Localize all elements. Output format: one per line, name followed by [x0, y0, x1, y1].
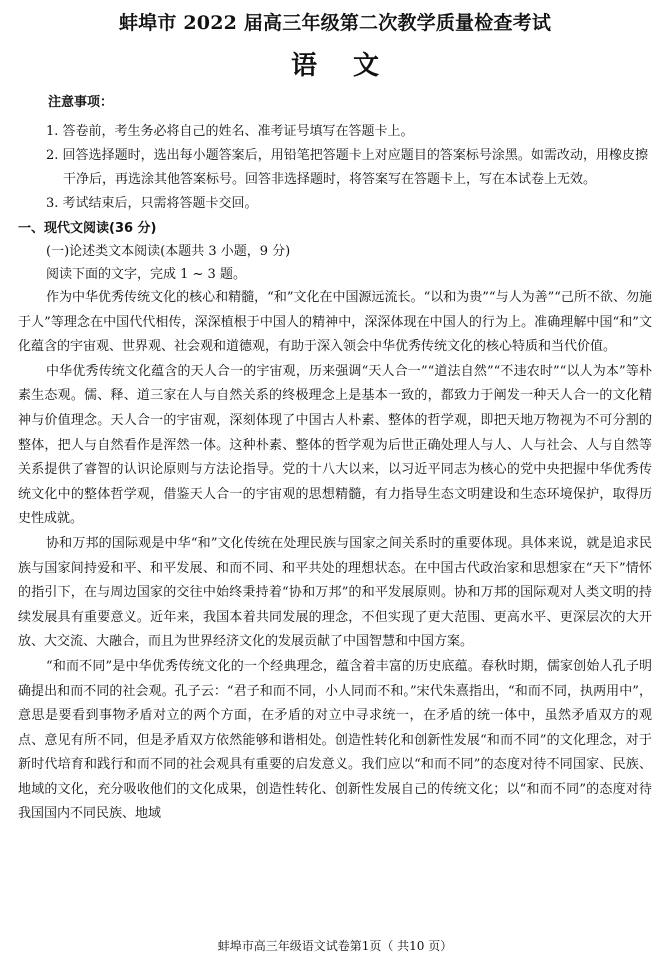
reading-instruction: 阅读下面的文字，完成 1 ~ 3 题。 — [46, 267, 246, 282]
note-item: 3. 考试结束后，只需将答题卡交回。 — [46, 196, 258, 211]
section-heading: 一、现代文阅读(36 分) — [18, 221, 157, 236]
note-item: 2. 回答选择题时，选出每小题答案后，用铅笔把答题卡上对应题目的答案标号涂黑。如需改动，用橡皮擦干净后，再选涂其他答案标号。回答非选择题时，将答案写在答题卡上，写在本试卷上无效。 — [46, 148, 648, 187]
exam-title: 蚌埠市 2022 届高三年级第二次教学质量检查考试 — [118, 12, 552, 34]
subject-title: 语文 — [290, 51, 415, 81]
article-paragraph: 协和万邦的国际观是中华“和”文化传统在处理民族与国家之间关系时的重要体现。具体来说，就是追求民族与国家间持爱和平、和平发展、和而不同、和平共处的理想状态。在中国古代政治家和思想家在“天下”情怀的指引下，在与周边国家的交往中始终秉持着“协和万邦”的和平发展原则。协和万邦的国际观对人类文明的持续发展具有重要意义。近年来，我国本着共同发展的理念，不但实现了更大范围、更高水平、更深层次的大开放、大交流、大融合，而且为世界经济文化的发展贡献了中国智慧和中国方案。 — [18, 535, 652, 650]
article-paragraph: 中华优秀传统文化蕴含的天人合一的宇宙观，历来强调“天人合一”“道法自然”“不违农时”“以人为本”等朴素生态观。儒、释、道三家在人与自然关系的终极理念上是基本一致的，都致力于阐发一种天人合一的文化精神与价值理念。天人合一的宇宙观，深刻体现了中国古人朴素、整体的哲学观，即把天地万物视为不可分割的整体，把人与自然看作是浑然一体。这种朴素、整体的哲学观为后世正确处理人与人、人与社会、人与自然等关系提供了睿智的认识论原则与方法论指导。党的十八大以来，以习近平同志为核心的党中央把握中华优秀传统文化中的整体哲学观，借鉴天人合一的宇宙观的思想精髓，有力指导生态文明建设和生态环境保护，取得历史性成就。 — [18, 363, 652, 527]
subsection-heading: (一)论述类文本阅读(本题共 3 小题，9 分) — [46, 244, 291, 259]
article-paragraph: 作为中华优秀传统文化的核心和精髓，“和”文化在中国源远流长。“以和为贵”“与人为善”“己所不欲、勿施于人”等理念在中国代代相传，深深植根于中国人的精神中，深深体现在中国人的行为上。准确理解中国“和”文化蕴含的宇宙观、世界观、社会观和道德观，有助于深入领会中华优秀传统文化的核心特质和当代价值。 — [18, 290, 652, 355]
page-footer: 蚌埠市高三年级语文试卷第1页（ 共10 页） — [217, 939, 453, 953]
notes-heading: 注意事项： — [48, 95, 114, 110]
article-paragraph: “和而不同”是中华优秀传统文化的一个经典理念，蕴含着丰富的历史底蕴。春秋时期，儒家创始人孔子明确提出和而不同的社会观。孔子云：“君子和而不同，小人同而不和。”宋代朱熹指出，“和而不同，执两用中”，意思是要看到事物矛盾对立的两个方面，在矛盾的对立中寻求统一，在矛盾的统一体中，虽然矛盾双方的观点、意见有所不同，但是矛盾双方依然能够和谐相处。创造性转化和创新性发展“和而不同”的文化理念，对于新时代培育和践行和而不同的社会观具有重要的启发意义。我们应以“和而不同”的态度对待不同国家、民族、地域的文化，充分吸收他们的文化成果，创造性转化、创新性发展自己的传统文化；以“和而不同”的态度对待我国国内不同民族、地域 — [18, 658, 652, 822]
note-item: 1. 答卷前，考生务必将自己的姓名、准考证号填写在答题卡上。 — [46, 124, 414, 139]
